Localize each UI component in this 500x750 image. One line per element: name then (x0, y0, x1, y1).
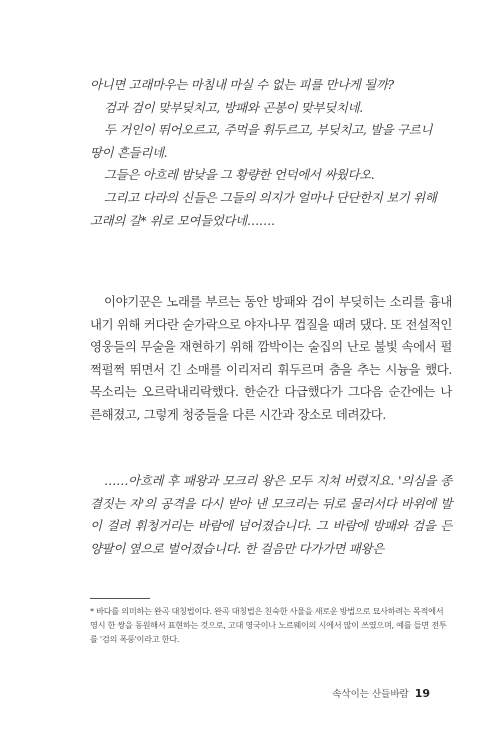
verse-line: 고래의 길* 위로 모여들었다네……. (90, 212, 275, 228)
footnote: * 바다를 의미하는 완곡 대칭법이다. 완곡 대칭법은 친숙한 사물을 새로운 방법으로 묘사하려는 목적에서 영시 한 쌍을 동원해서 표현하는 것으로, 고대 영국이나 노르웨이의 시에서 많이 쓰였으며, 예를 들면 전투를 '검의 폭풍'이라고 한다. (90, 606, 447, 644)
verse-line: 그리고 다라의 신들은 그들의 의지가 얼마나 단단한지 보기 위해 (104, 189, 437, 205)
narration-block (90, 291, 452, 427)
verse-line: 땅이 흔들리네. (90, 144, 168, 160)
tale-paragraph: ……아흐레 후 패왕과 모크리 왕은 모두 지쳐 버렸지요. '의심을 종결짓는 자'의 공격을 다시 받아 낸 모크리는 뒤로 물러서다 바위에 발이 걸려 휘청거리는 바람에 넘어졌습니다. 그 바람에 방패와 검을 든 양팔이 옆으로 벌어졌습니다. 한 걸음만 다가가면 패왕은 (90, 473, 452, 556)
tale-block (90, 470, 452, 560)
verse-line: 검과 검이 맞부딪치고, 방패와 곤봉이 맞부딪치네. (104, 99, 363, 115)
narration-paragraph: 이야기꾼은 노래를 부르는 동안 방패와 검이 부딪히는 소리를 흉내 내기 위해 커다란 숟가락으로 야자나무 껍질을 때려 댔다. 또 전설적인 영웅들의 무술을 재현하기 위해 깜박이는 술집의 난로 불빛 속에서 펄쩍펄쩍 뛰면서 긴 소매를 이리저리 휘두르며 춤을 추는 시늉을 했다. 목소리는 오르락내리락했다. 한순간 다급했다가 그다음 순간에는 나른해졌고, 그렇게 청중들을 다른 시간과 장소로 데려갔다. (90, 294, 452, 422)
verse-line: 그들은 아흐레 밤낮을 그 황량한 언덕에서 싸웠다오. (104, 167, 375, 183)
poem-verse (90, 74, 440, 232)
running-footer (332, 686, 430, 700)
verse-line: 아니면 고래마우는 마침내 마실 수 없는 피를 만나게 될까? (90, 77, 394, 92)
footnote-divider (90, 598, 150, 599)
running-title: 속삭이는 산들바람 (332, 689, 409, 700)
page-number: 19 (414, 687, 430, 700)
verse-line: 두 거인이 뛰어오르고, 주먹을 휘두르고, 부딪치고, 발을 구르니 (104, 122, 433, 138)
